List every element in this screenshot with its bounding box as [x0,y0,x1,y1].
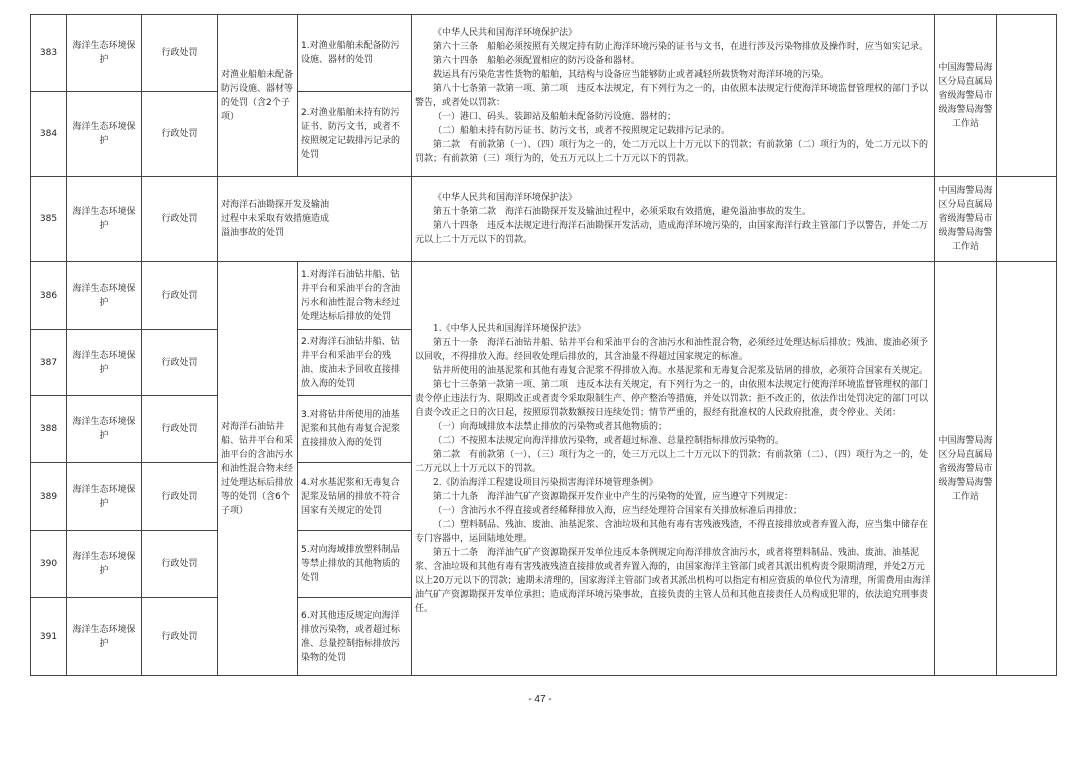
legal-basis-paragraph: 第八十七条第一款第一项、第二项 违反本法规定，有下列行为之一的，由依照本法规定行使海洋环境监督管理权的部门予以警告，或者处以罚款： [415,83,929,108]
type-cell: 行政处罚 [142,598,218,676]
remarks-cell [997,262,1057,676]
legal-basis-paragraph: 第六十四条 船舶必须配置相应的防污设备和器材。 [433,55,641,66]
type-cell: 行政处罚 [142,92,218,177]
type-cell: 行政处罚 [142,531,218,598]
table-row [31,177,1057,262]
row-number: 384 [31,92,67,177]
legal-basis-paragraph: 第二款 有前款第（一）、（四）项行为之一的，处二万元以上十万元以下的罚款；有前款第（二）项行为的，处二万元以下的罚款；有前款第（三）项行为的，处五万元以上二十万元以下的罚款。 [415,139,929,164]
legal-basis-paragraph: 《中华人民共和国海洋环境保护法》 [433,193,578,203]
sub-item-cell: 4.对水基泥浆和无毒复合泥浆及钻屑的排放不符合国家有关规定的处罚 [298,463,412,531]
category-cell: 海洋生态环境保护 [67,92,142,177]
authority-cell: 中国海警局海区分局直属局省级海警局市级海警局海警工作站 [935,177,997,262]
legal-basis-paragraph: 第二款 有前款第（一）、（三）项行为之一的，处三万元以上二十万元以下的罚款；有前款第（二）、（四）项行为之一的，处二万元以上十万元以下的罚款。 [415,449,929,474]
category-cell: 海洋生态环境保护 [67,177,142,262]
category-cell: 海洋生态环境保护 [67,396,142,463]
category-cell: 海洋生态环境保护 [67,330,142,396]
legal-basis-paragraph: （一）含油污水不得直接或者经稀释排放入海，应当经处理符合国家有关排放标准后再排放； [433,505,803,516]
legal-basis-paragraph: 《中华人民共和国海洋环境保护法》 [433,27,578,38]
legal-basis-paragraph: 1.《中华人民共和国海洋环境保护法》 [433,323,586,334]
item-name-cell: 对渔业船舶未配备防污设施、器材等的处罚（含2个子项） [218,15,298,177]
row-number: 390 [31,531,67,598]
category-cell: 海洋生态环境保护 [67,598,142,676]
page-number: - 47 - [528,694,552,705]
legal-basis-paragraph: 第五十一条 海洋石油钻井船、钻井平台和采油平台的含油污水和油性混合物，必须经过处理达标后排放；残油、废油必须予以回收，不得排放入海。经回收处理后排放的，其含油量不得超过国家规定的标准。 [415,337,929,362]
legal-basis-paragraph: 载运具有污染危害性货物的船舶，其结构与设备应当能够防止或者减轻所载货物对海洋环境的污染。 [433,69,830,80]
legal-basis-paragraph: 2.《防治海洋工程建设项目污染损害海洋环境管理条例》 [433,477,658,488]
legal-basis-paragraph: （二）塑料制品、残油、废油、油基泥浆、含油垃圾和其他有毒有害残液残渣，不得直接排放或者弃置入海，应当集中储存在专门容器中，运回陆地处理。 [415,519,929,544]
sub-item-cell: 3.对将钻井所使用的油基泥浆和其他有毒复合泥浆直接排放入海的处罚 [298,396,412,463]
legal-basis-paragraph: （二）船舶未持有防污证书、防污文书，或者不按照规定记载排污记录的。 [433,125,731,136]
table-row [31,262,1057,330]
table-row [31,15,1057,92]
item-name-cell: 对海洋石油钻井船、钻井平台和采油平台的含油污水和油性混合物未经过处理达标后排放等的处罚（含6个子项） [218,262,298,676]
type-cell: 行政处罚 [142,177,218,262]
legal-basis-paragraph: 第八十四条 违反本法规定进行海洋石油勘探开发活动，造成海洋环境污染的，由国家海洋行政主管部门予以警告，并处二万元以上二十万元以下的罚款。 [415,221,929,245]
legal-basis-paragraph: （一）向海域排放本法禁止排放的污染物或者其他物质的； [433,421,668,432]
authority-cell: 中国海警局海区分局直属局省级海警局市级海警局海警工作站 [935,15,997,177]
sub-item-cell: 2.对海洋石油钻井船、钻井平台和采油平台的残油、废油未予回收直接排放入海的处罚 [298,330,412,396]
sub-item-cell: 5.对向海域排放塑料制品等禁止排放的其他物质的处罚 [298,531,412,598]
row-number: 389 [31,463,67,531]
legal-basis-paragraph: （二）不按照本法规定向海洋排放污染物，或者超过标准、总量控制指标排放污染物的。 [433,435,785,446]
sub-item-cell: 1.对渔业船舶未配备防污设施、器材的处罚 [298,15,412,92]
row-number: 387 [31,330,67,396]
category-cell: 海洋生态环境保护 [67,531,142,598]
legal-basis-paragraph: 第七十三条第一款第一项、第二项 违反本法有关规定，有下列行为之一的，由依照本法规定行使海洋环境监督管理权的部门责令停止违法行为、限期改正或者责令采取限制生产、停产整治等措施，并处以罚款；拒不改正的，依法作出处罚决定的部门可以自责令改正之日的次日起，按照原罚款数额按日连续处罚；情节严重的，报经有批准权的人民政府批准，责令停业、关闭： [415,379,929,418]
legal-basis-paragraph: 第五十二条 海洋油气矿产资源勘探开发单位违反本条例规定向海洋排放含油污水，或者将塑料制品、残油、废油、油基泥浆、含油垃圾和其他有毒有害残液残渣直接排放或者弃置入海的，由国家海洋主管部门或者其派出机构责令限期清理，并处2万元以上20万元以下的罚款；逾期未清理的，国家海洋主管部门或者其派出机构可以指定有相应资质的单位代为清理，所需费用由海洋油气矿产资源勘探开发单位承担；造成海洋环境污染事故，直接负责的主管人员和其他直接责任人员构成犯罪的，依法追究刑事责任。 [415,547,931,614]
row-number: 386 [31,262,67,330]
row-number: 388 [31,396,67,463]
sub-item-cell: 1.对海洋石油钻井船、钻井平台和采油平台的含油污水和油性混合物未经过处理达标后排放的处罚 [298,262,412,330]
category-cell: 海洋生态环境保护 [67,15,142,92]
legal-basis-cell [412,262,935,676]
authority-cell: 中国海警局海区分局直属局省级海警局市级海警局海警工作站 [935,262,997,676]
remarks-cell [997,15,1057,177]
legal-basis-cell [412,15,935,177]
legal-basis-cell [412,177,935,262]
legal-basis-paragraph: （一）港口、码头、装卸站及船舶未配备防污设施、器材的； [433,111,677,122]
remarks-cell [997,177,1057,262]
sub-item-cell: 6.对其他违反规定向海洋排放污染物，或者超过标准、总量控制指标排放污染物的处罚 [298,598,412,676]
category-cell: 海洋生态环境保护 [67,463,142,531]
legal-basis-paragraph: 第五十条第二款 海洋石油勘探开发及输油过程中，必须采取有效措施，避免溢油事故的发生。 [433,207,812,217]
row-number: 391 [31,598,67,676]
row-number: 385 [31,177,67,262]
row-number: 383 [31,15,67,92]
penalty-table [30,14,1057,676]
legal-basis-paragraph: 第六十三条 船舶必须按照有关规定持有防止海洋环境污染的证书与文书，在进行涉及污染物排放及操作时，应当如实记录。 [433,41,929,52]
type-cell: 行政处罚 [142,463,218,531]
type-cell: 行政处罚 [142,15,218,92]
type-cell: 行政处罚 [142,330,218,396]
legal-basis-paragraph: 钻井所使用的油基泥浆和其他有毒复合泥浆不得排放入海。水基泥浆和无毒复合泥浆及钻屑的排放，必须符合国家有关规定。 [433,365,929,376]
type-cell: 行政处罚 [142,262,218,330]
type-cell: 行政处罚 [142,396,218,463]
item-name-cell: 对海洋石油勘探开发及输油过程中未采取有效措施造成溢油事故的处罚 [218,177,412,262]
category-cell: 海洋生态环境保护 [67,262,142,330]
sub-item-cell: 2.对渔业船舶未持有防污证书、防污文书，或者不按照规定记载排污记录的处罚 [298,92,412,177]
legal-basis-paragraph: 第二十九条 海洋油气矿产资源勘探开发作业中产生的污染物的处置，应当遵守下列规定： [433,491,794,502]
